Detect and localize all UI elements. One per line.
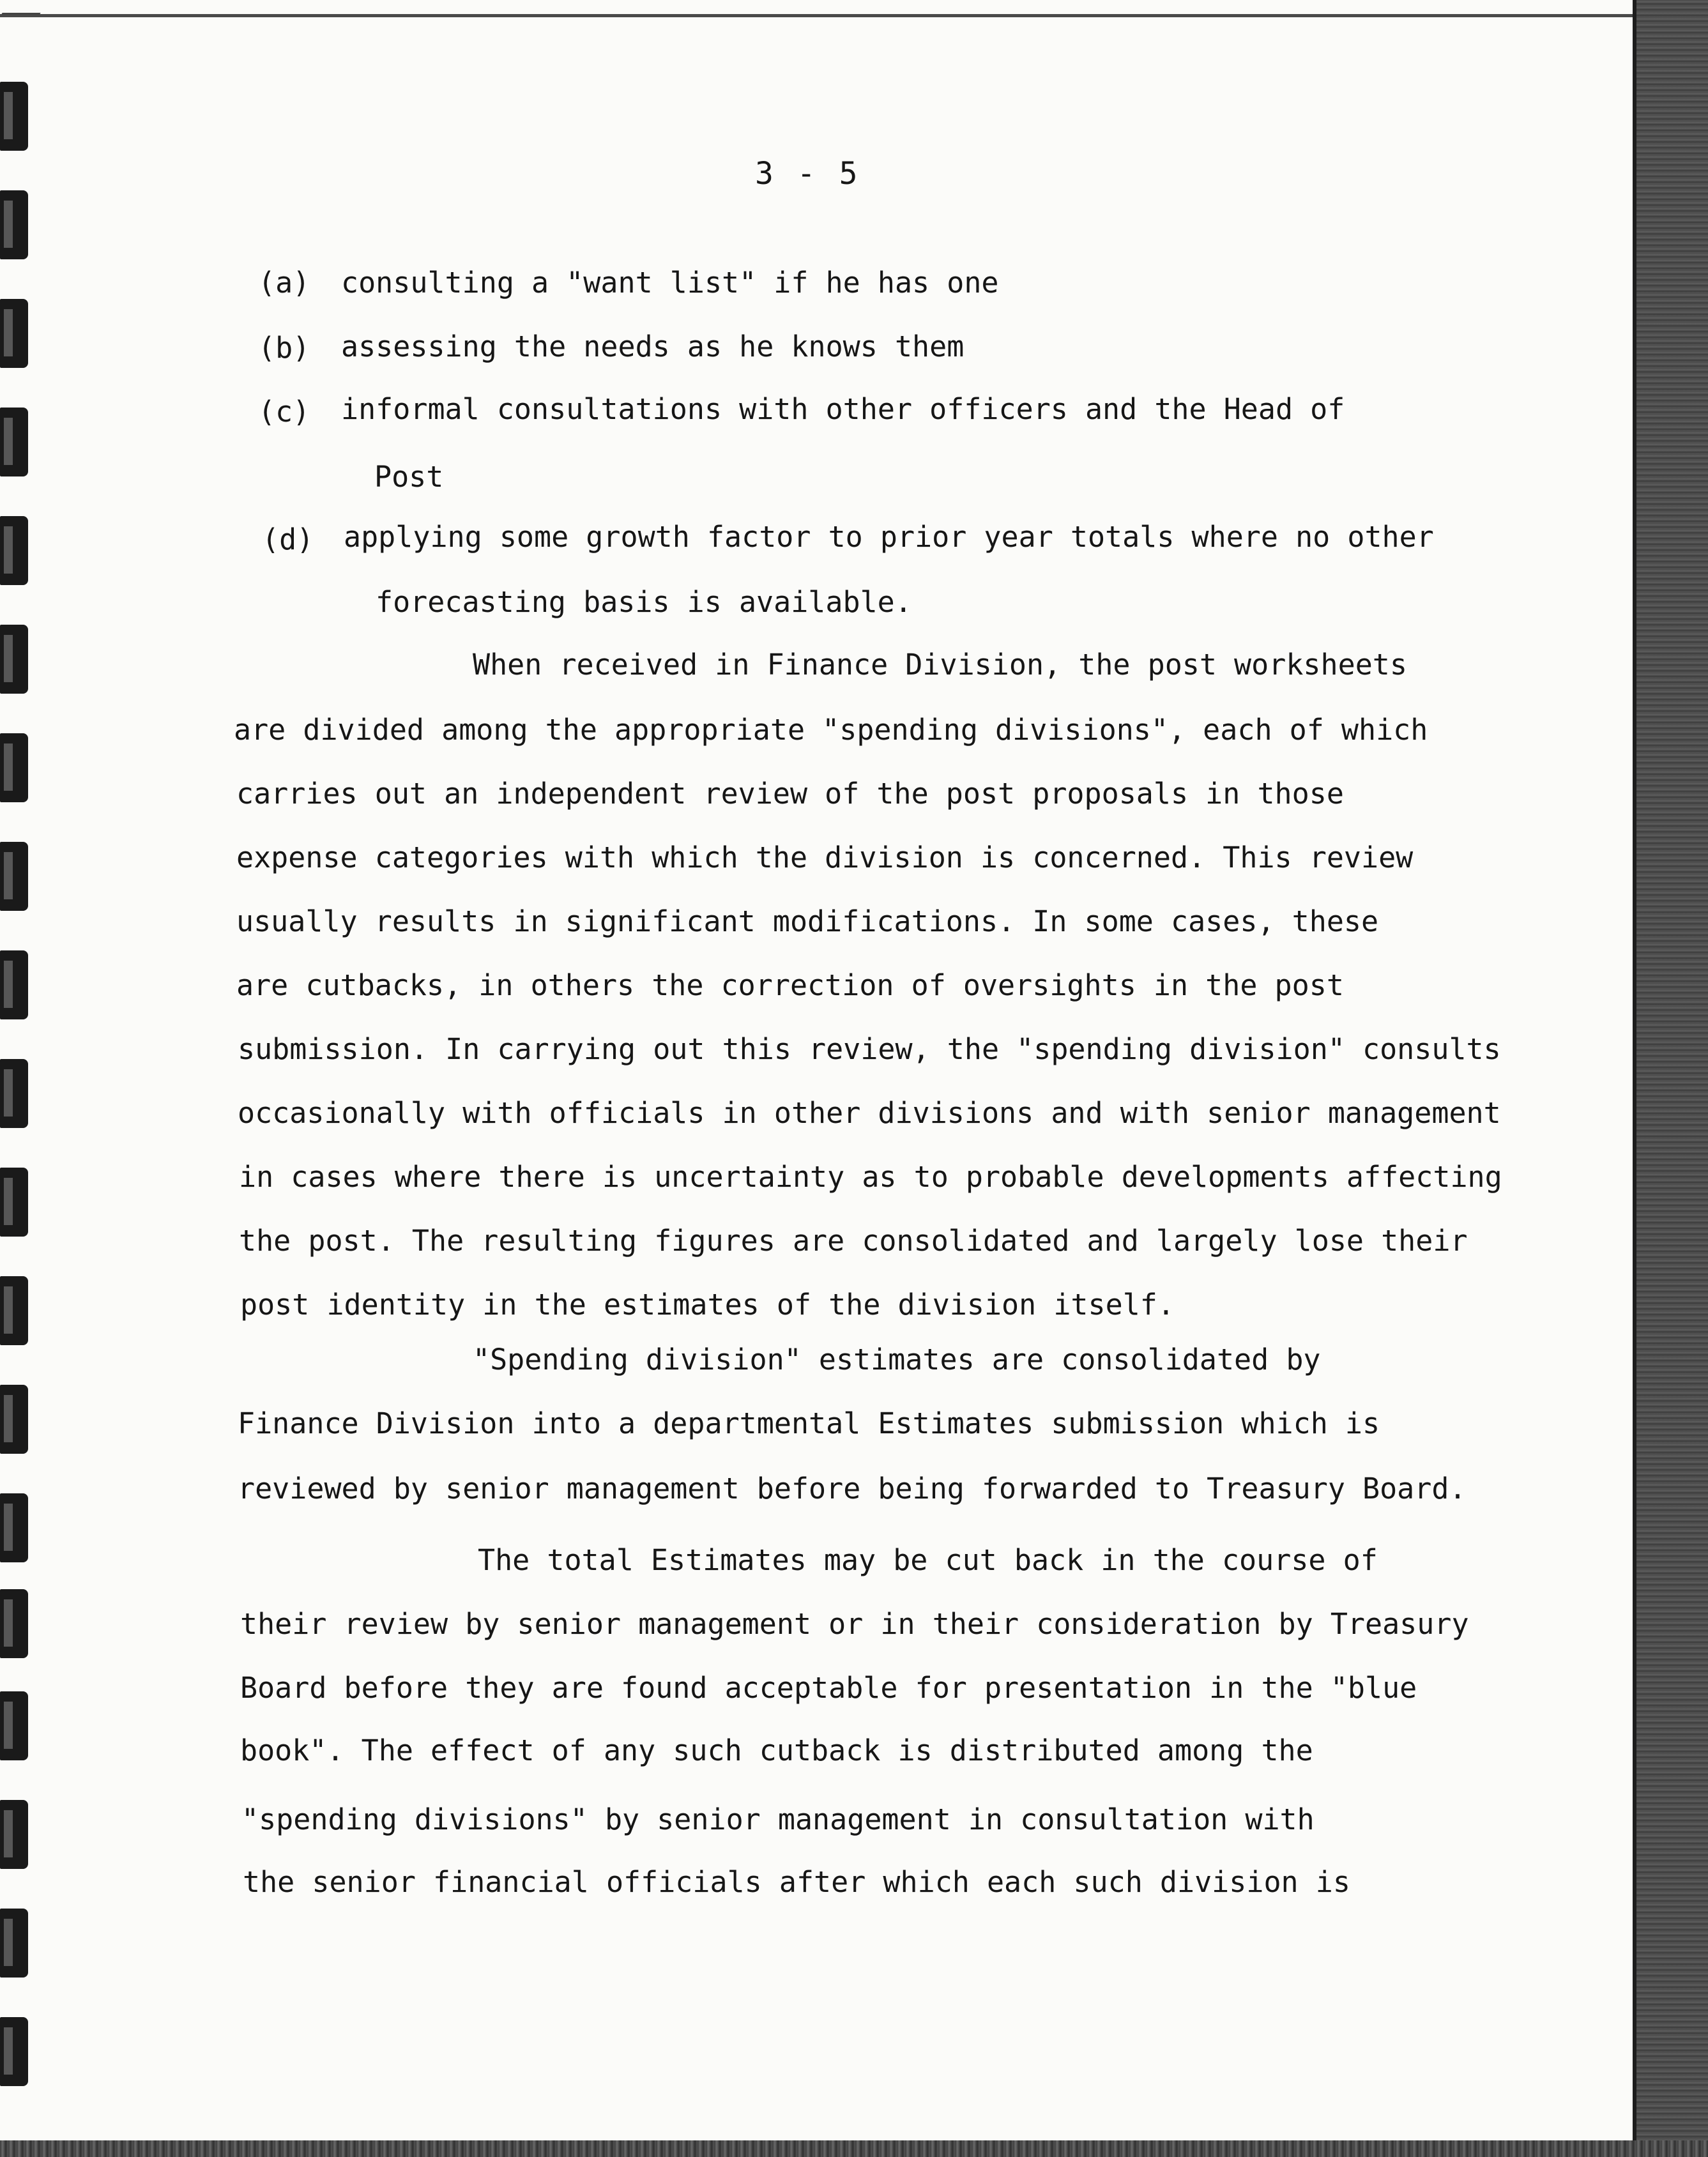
- paragraph-line: carries out an independent review of the post proposals in those: [236, 777, 1344, 811]
- binding-hole: [0, 625, 28, 694]
- list-item-text: informal consultations with other officers and the Head of: [341, 392, 1345, 426]
- paragraph-line: Finance Division into a departmental Estimates submission which is: [238, 1406, 1380, 1440]
- binding-hole: [0, 842, 28, 911]
- binding-hole: [0, 516, 28, 585]
- binding-hole: [0, 733, 28, 802]
- binding-hole: [0, 950, 28, 1019]
- binding-hole: [0, 1493, 28, 1562]
- binding-hole: [0, 82, 28, 151]
- list-item-text: consulting a "want list" if he has one: [341, 266, 999, 300]
- binding-hole: [0, 1168, 28, 1237]
- binding-hole: [0, 1909, 28, 1978]
- list-item-text: forecasting basis is available.: [376, 585, 912, 619]
- paragraph-line: Board before they are found acceptable for presentation in the "blue: [240, 1671, 1417, 1705]
- paragraph-line: reviewed by senior management before being forwarded to Treasury Board.: [238, 1472, 1467, 1505]
- paragraph-line: occasionally with officials in other divisions and with senior management: [238, 1096, 1501, 1130]
- paragraph-line: The total Estimates may be cut back in the course of: [478, 1543, 1378, 1577]
- scanner-background-bottom: [0, 2140, 1708, 2157]
- list-item-text: Post: [374, 460, 444, 494]
- list-item-marker: (c): [258, 395, 310, 429]
- list-item-text: assessing the needs as he knows them: [341, 330, 965, 363]
- binding-hole: [0, 1059, 28, 1128]
- binding-hole: [0, 1385, 28, 1454]
- binding-hole: [0, 408, 28, 476]
- list-item-marker: (b): [258, 331, 310, 365]
- paragraph-line: their review by senior management or in their consideration by Treasury: [240, 1607, 1469, 1641]
- paragraph-line: in cases where there is uncertainty as to probable developments affecting: [239, 1160, 1502, 1194]
- scanner-background-right: [1633, 0, 1708, 2157]
- paragraph-line: usually results in significant modifications. In some cases, these: [236, 904, 1379, 938]
- binding-hole: [0, 1691, 28, 1760]
- paragraph-line: are divided among the appropriate "spending divisions", each of which: [234, 713, 1428, 747]
- binding-hole: [0, 2017, 28, 2086]
- binding-hole: [0, 1276, 28, 1345]
- paragraph-line: book". The effect of any such cutback is distributed among the: [240, 1734, 1313, 1767]
- list-item-marker: (d): [262, 522, 314, 556]
- scan-mark: [1, 1, 47, 15]
- paragraph-line: the post. The resulting figures are consolidated and largely lose their: [239, 1224, 1468, 1258]
- paragraph-line: "Spending division" estimates are consolidated by: [473, 1343, 1321, 1376]
- page-number: 3 - 5: [755, 156, 860, 192]
- paragraph-line: the senior financial officials after which each such division is: [243, 1865, 1350, 1899]
- paragraph-line: expense categories with which the division is concerned. This review: [236, 841, 1414, 874]
- binding-hole: [0, 190, 28, 259]
- paragraph-line: submission. In carrying out this review, the "spending division" consults: [238, 1032, 1501, 1066]
- paragraph-line: When received in Finance Division, the post worksheets: [473, 648, 1407, 682]
- paragraph-line: post identity in the estimates of the division itself.: [240, 1288, 1175, 1322]
- page-top-edge: [0, 14, 1633, 17]
- binding-hole: [0, 299, 28, 368]
- binding-hole: [0, 1800, 28, 1869]
- list-item-text: applying some growth factor to prior year totals where no other: [344, 520, 1434, 554]
- binding-hole: [0, 1589, 28, 1658]
- list-item-marker: (a): [258, 266, 310, 300]
- paragraph-line: "spending divisions" by senior management in consultation with: [241, 1803, 1315, 1836]
- paragraph-line: are cutbacks, in others the correction of oversights in the post: [236, 968, 1344, 1002]
